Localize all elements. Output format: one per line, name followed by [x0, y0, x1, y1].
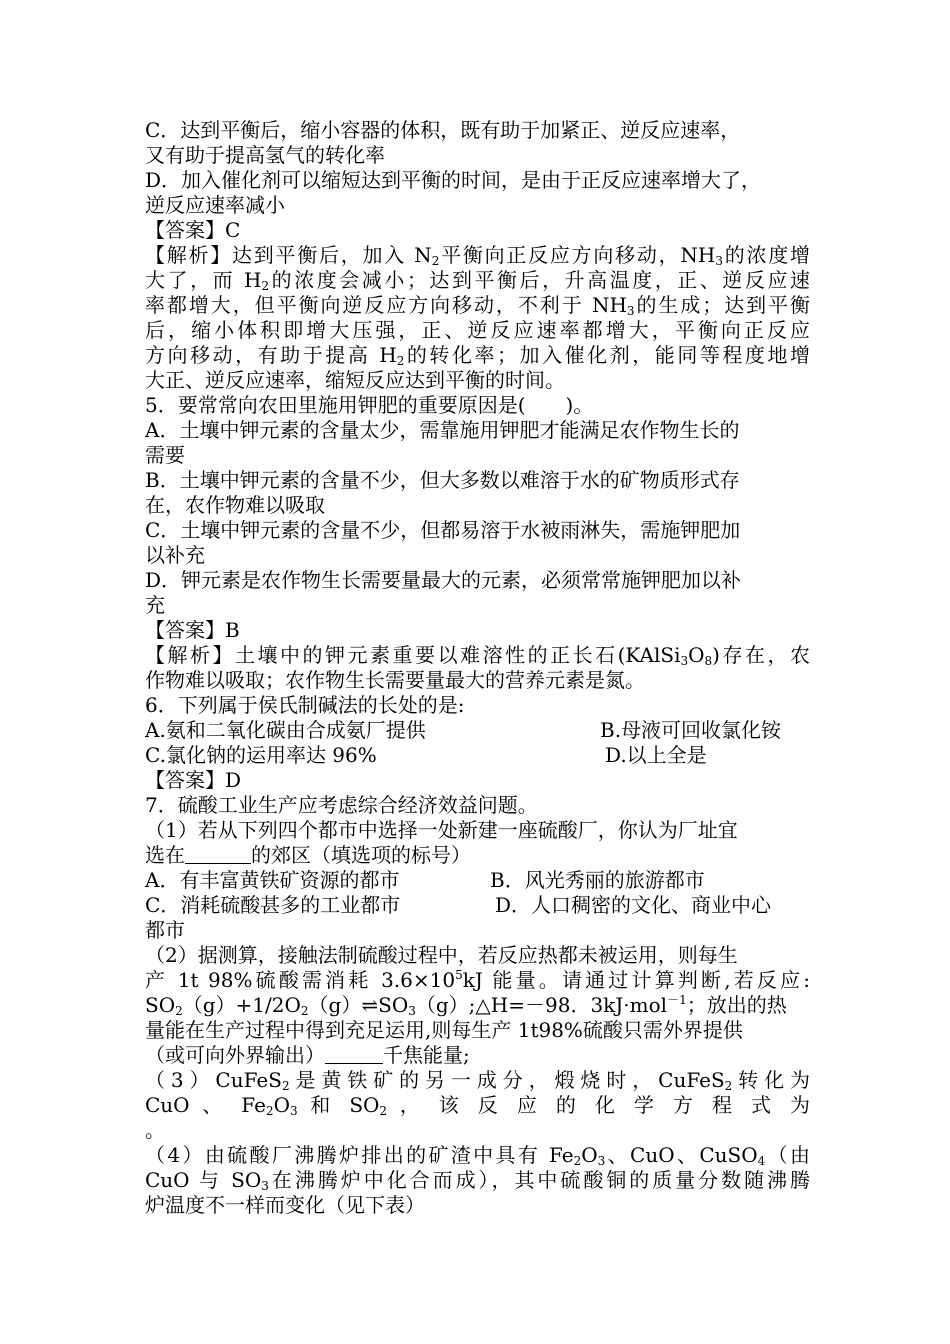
- q4-explanation-line5: 方向移动，有助于提高 $H_2$的转化率；加入催化剂，能同等程度地增: [145, 343, 810, 368]
- q5-explanation-line2: 作物难以吸取；农作物生长需要量最大的营养元素是氮。: [145, 668, 645, 692]
- q6-options-cd: [145, 743, 810, 768]
- q7-stem: 7．硫酸工业生产应考虑综合经济效益问题。: [145, 793, 538, 817]
- q6-option-b: B.母液可回收氯化铵: [600, 718, 782, 742]
- q7-part1-line1: （1）若从下列四个都市中选择一处新建一座硫酸厂，你认为厂址宜: [145, 818, 738, 842]
- document-page: [145, 118, 810, 1218]
- q7-part2-line3: $SO_2(g)+1/2O_2(g)\rightleftharpoons SO_3(g);\triangle H=-98$．3kJ·mol$^{-1}$；放出的热: [145, 993, 787, 1018]
- q7-option-d-line2: 都市: [145, 918, 185, 942]
- q6-option-c: C.氯化钠的运用率达 96%: [145, 743, 377, 767]
- q7-part2-line5: （或可向外界输出） 千焦能量;: [145, 1043, 470, 1067]
- equilibrium-arrow-icon: ⇌: [361, 993, 379, 1017]
- q4-explanation-line1: 【解析】达到平衡后，加入 $N_2$平衡向正反应方向移动，$NH_3$的浓度增: [145, 243, 811, 268]
- q7-option-d: D．人口稠密的文化、商业中心: [495, 893, 772, 917]
- q5-explanation-line1: 【解析】土壤中的钾元素重要以难溶性的正长石$(KAlSi_3O_8)$存在，农: [145, 643, 810, 668]
- q5-option-a-line2: 需要: [145, 443, 185, 467]
- q7-part3-line3: 。: [145, 1118, 165, 1142]
- q4-option-c-line2: 又有助于提高氢气的转化率: [145, 143, 385, 167]
- q7-option-c: C．消耗硫酸甚多的工业都市: [145, 893, 401, 917]
- q5-option-b-line1: B．土壤中钾元素的含量不少，但大多数以难溶于水的矿物质形式存: [145, 468, 740, 492]
- q7-part4-line3: 炉温度不一样而变化（见下表）: [145, 1193, 425, 1217]
- q5-option-c-line1: C．土壤中钾元素的含量不少，但都易溶于水被雨淋失，需施钾肥加: [145, 518, 741, 542]
- q7-part2-line2: 产 1t 98%硫酸需消耗 $3.6\times 10^5kJ$ 能量。请通过计算判断,若反应:: [145, 968, 810, 992]
- q4-option-d-line2: 逆反应速率减小: [145, 193, 285, 217]
- q6-options-ab: [145, 718, 810, 743]
- q7-part3-line2: CuO 、 $Fe_2O_3$ 和 $SO_2$ ， 该 反 应 的 化 学 方 程 式 为: [145, 1093, 810, 1118]
- q6-answer: 【答案】D: [145, 768, 242, 792]
- answer-blank-2[interactable]: [325, 1043, 383, 1064]
- q7-part4-line1: （4）由硫酸厂沸腾炉排出的矿渣中具有 $Fe_2O_3$、CuO、CuSO$_4$（由: [145, 1143, 811, 1168]
- q6-option-a: A.氨和二氧化碳由合成氨厂提供: [145, 718, 426, 742]
- q7-options-ab: [145, 868, 810, 893]
- q5-answer: 【答案】B: [145, 618, 240, 642]
- q7-part3-line1: （3）CuFeS$_2$是黄铁矿的另一成分，煅烧时，CuFeS$_2$转化为: [145, 1068, 811, 1093]
- q5-option-d-line1: D．钾元素是农作物生长需要量最大的元素，必须常常施钾肥加以补: [145, 568, 742, 592]
- q7-option-a: A．有丰富黄铁矿资源的都市: [145, 868, 400, 892]
- q4-option-c-line1: C．达到平衡后，缩小容器的体积，既有助于加紧正、逆反应速率，: [145, 118, 741, 142]
- q5-option-d-line2: 充: [145, 593, 165, 617]
- q7-part2-line1: （2）据测算，接触法制硫酸过程中，若反应热都未被运用，则每生: [145, 943, 738, 967]
- q4-explanation-line3: 率都增大，但平衡向逆反应方向移动，不利于 $NH_3$的生成；达到平衡: [145, 293, 810, 318]
- q6-option-d: D.以上全是: [605, 743, 707, 767]
- q4-answer: 【答案】C: [145, 218, 241, 242]
- q7-part2-line4: 量能在生产过程中得到充足运用,则每生产 1t98%硫酸只需外界提供: [145, 1018, 743, 1042]
- q4-explanation-line4: 后，缩小体积即增大压强，正、逆反应速率都增大，平衡向正反应: [145, 318, 810, 342]
- answer-blank-1[interactable]: [185, 843, 251, 864]
- q4-explanation-line6: 大正、逆反应速率，缩短反应达到平衡的时间。: [145, 368, 565, 392]
- q5-option-a-line1: A．土壤中钾元素的含量太少，需靠施用钾肥才能满足农作物生长的: [145, 418, 740, 442]
- q7-part1-line2: 选在 的郊区（填选项的标号）: [145, 843, 471, 867]
- q7-options-cd: [145, 893, 810, 918]
- q4-option-d-line1: D．加入催化剂可以缩短达到平衡的时间，是由于正反应速率增大了，: [145, 168, 762, 192]
- q6-stem: 6．下列属于侯氏制碱法的长处的是:: [145, 693, 465, 717]
- q5-stem: 5．要常常向农田里施用钾肥的重要原因是( )。: [145, 393, 594, 417]
- q5-option-b-line2: 在，农作物难以吸取: [145, 493, 325, 517]
- q5-option-c-line2: 以补充: [145, 543, 205, 567]
- q7-part4-line2: CuO 与 $SO_3$在沸腾炉中化合而成），其中硫酸铜的质量分数随沸腾: [145, 1168, 810, 1193]
- q4-explanation-line2: 大了，而 $H_2$的浓度会减小；达到平衡后，升高温度，正、逆反应速: [145, 268, 810, 293]
- q7-option-b: B．风光秀丽的旅游都市: [490, 868, 705, 892]
